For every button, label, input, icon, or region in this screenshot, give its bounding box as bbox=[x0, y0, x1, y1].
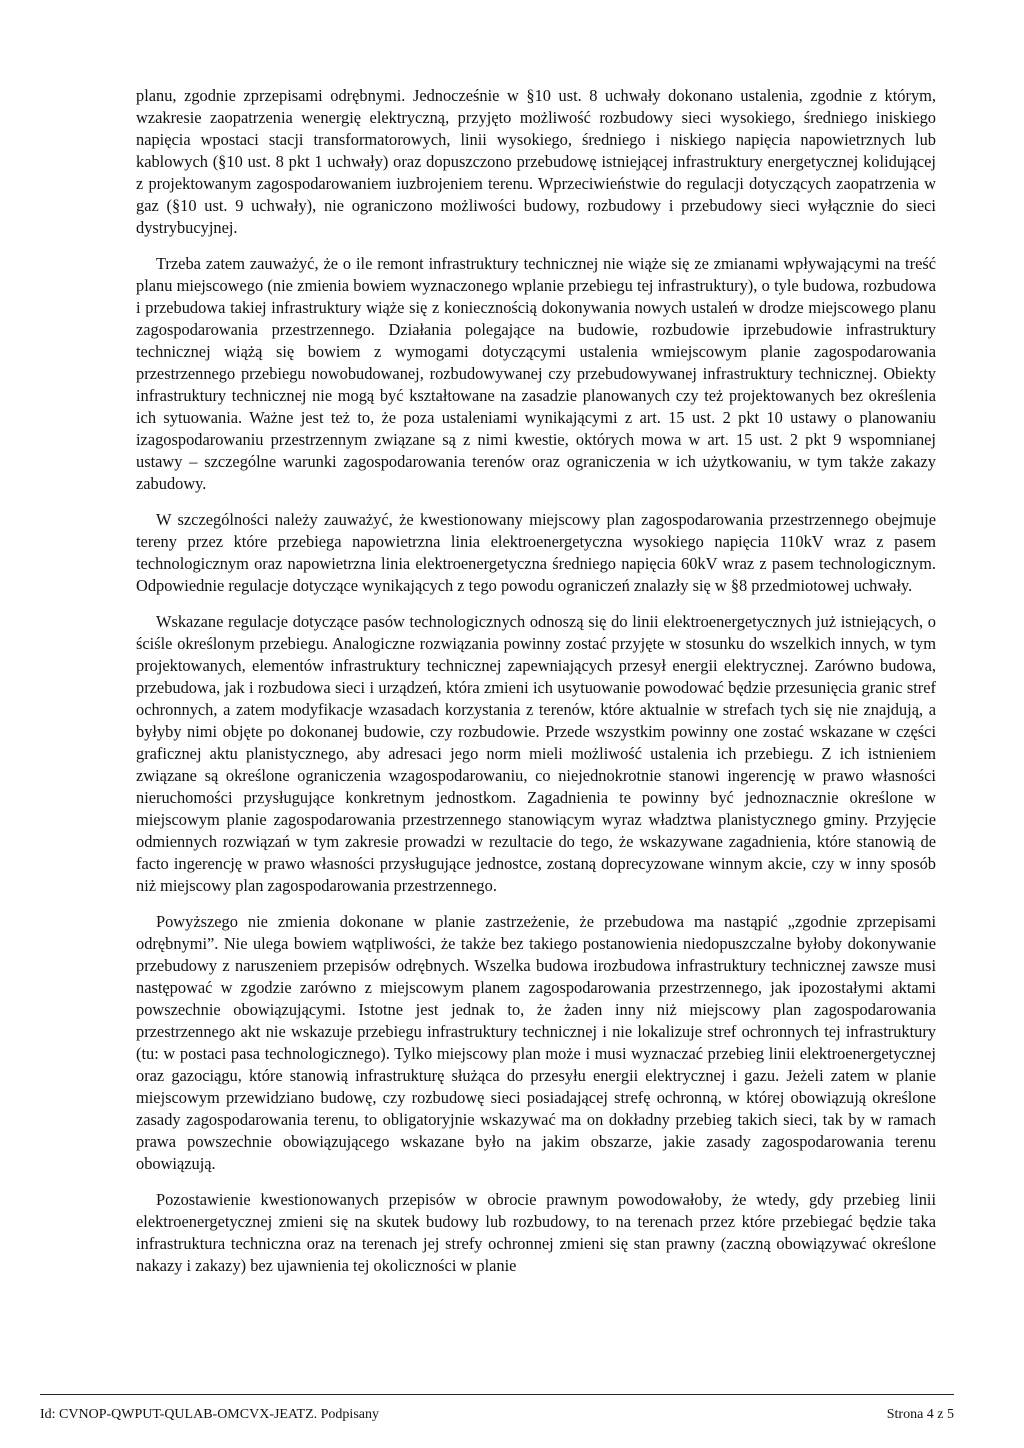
paragraph-4: Wskazane regulacje dotyczące pasów technologicznych odnoszą się do linii elektroenergetycznych już istniejących, o ściśle określonym przebiegu. Analogiczne rozwiązania powinny zostać przyjęte w stosunku do wszelkich innych, w tym projektowanych, elementów infrastruktury technicznej zapewniających przesył energii elektrycznej. Zarówno budowa, przebudowa, jak i rozbudowa sieci i urządzeń, która zmieni ich usytuowanie powodować będzie przesunięcia granic stref ochronnych, a zatem modyfikacje wzasadach korzystania z terenów, które aktualnie w strefach tych się nie znajdują, a byłyby nimi objęte po dokonanej budowie, czy rozbudowie. Przede wszystkim powinny one zostać wskazane w części graficznej aktu planistycznego, aby adresaci jego norm mieli możliwość ustalenia ich przebiegu. Z ich istnieniem związane są określone ograniczenia wzagospodarowaniu, co niejednokrotnie stanowi ingerencję w prawo własności nieruchomości przysługujące konkretnym jednostkom. Zagadnienia te powinny być jednoznacznie określone w miejscowym planie zagospodarowania przestrzennego stanowiącym wyraz władztwa planistycznego gminy. Przyjęcie odmiennych rozwiązań w tym zakresie prowadzi w rezultacie do tego, że wskazywane zagadnienia, które stanowią de facto ingerencję w prawo własności przysługujące jednostce, zostaną doprecyzowane winnym akcie, czy w inny sposób niż miejscowy plan zagospodarowania przestrzennego. bbox=[136, 612, 936, 895]
paragraph-6: Pozostawienie kwestionowanych przepisów w obrocie prawnym powodowałoby, że wtedy, gdy przebieg linii elektroenergetycznej zmieni się na skutek budowy lub rozbudowy, to na terenach przez które przebiegać będzie taka infrastruktura techniczna oraz na terenach jej strefy ochronnej zmieni się stan prawny (zaczną obowiązywać określone nakazy i zakazy) bez ujawnienia tej okoliczności w planie bbox=[136, 1190, 936, 1275]
page-footer bbox=[40, 1394, 954, 1422]
page-number: Strona 4 z 5 bbox=[886, 1407, 954, 1422]
paragraph-5: Powyższego nie zmienia dokonane w planie zastrzeżenie, że przebudowa ma nastąpić „zgodnie zprzepisami odrębnymi”. Nie ulega bowiem wątpliwości, że także bez takiego postanowienia niedopuszczalne byłoby dokonywanie przebudowy z naruszeniem przepisów odrębnych. Wszelka budowa irozbudowa infrastruktury technicznej zawsze musi następować w zgodzie zarówno z miejscowym planem zagospodarowania przestrzennego, jak ipozostałymi aktami powszechnie obowiązującymi. Istotne jest jednak to, że żaden inny niż miejscowy plan zagospodarowania przestrzennego akt nie wskazuje przebiegu infrastruktury technicznej i nie lokalizuje stref ochronnych tej infrastruktury (tu: w postaci pasa technologicznego). Tylko miejscowy plan może i musi wyznaczać przebieg linii elektroenergetycznej oraz gazociągu, które stanowią infrastrukturę służąca do przesyłu energii elektrycznej i gazu. Jeżeli zatem w planie miejscowym przewidziano budowę, czy rozbudowę sieci posiadającej strefę ochronną, w której obowiązują określone zasady zagospodarowania terenu, to obligatoryjnie wskazywać ma on dokładny przebieg takich sieci, tak by w ramach prawa powszechnie obowiązującego wskazane było na jakim obszarze, jakie zasady zagospodarowania terenu obowiązują. bbox=[136, 912, 936, 1173]
paragraph-2: Trzeba zatem zauważyć, że o ile remont infrastruktury technicznej nie wiąże się ze zmianami wpływającymi na treść planu miejscowego (nie zmienia bowiem wyznaczonego wplanie przebiegu tej infrastruktury), o tyle budowa, rozbudowa i przebudowa takiej infrastruktury wiąże się z koniecznością dokonywania nowych ustaleń w drodze miejscowego planu zagospodarowania przestrzennego. Działania polegające na budowie, rozbudowie iprzebudowie infrastruktury technicznej wiążą się bowiem z wymogami dotyczącymi ustalenia wmiejscowym planie zagospodarowania przestrzennego przebiegu nowobudowanej, rozbudowywanej czy przebudowywanej infrastruktury technicznej. Obiekty infrastruktury technicznej nie mogą być kształtowane na zasadzie planowanych czy też projektowanych bez określenia ich sytuowania. Ważne jest też to, że poza ustaleniami wynikającymi z art. 15 ust. 2 pkt 10 ustawy o planowaniu izagospodarowaniu przestrzennym związane są z nimi kwestie, októrych mowa w art. 15 ust. 2 pkt 9 wspomnianej ustawy – szczególne warunki zagospodarowania terenów oraz ograniczenia w ich użytkowaniu, w tym także zakazy zabudowy. bbox=[136, 254, 936, 493]
document-body bbox=[136, 85, 936, 1291]
document-id: Id: CVNOP-QWPUT-QULAB-OMCVX-JEATZ. Podpisany bbox=[40, 1407, 379, 1422]
paragraph-3: W szczególności należy zauważyć, że kwestionowany miejscowy plan zagospodarowania przestrzennego obejmuje tereny przez które przebiega napowietrzna linia elektroenergetyczna wysokiego napięcia 110kV wraz z pasem technologicznym oraz napowietrzna linia elektroenergetyczna średniego napięcia 60kV wraz z pasem technologicznym. Odpowiednie regulacje dotyczące wynikających z tego powodu ograniczeń znalazły się w §8 przedmiotowej uchwały. bbox=[136, 510, 936, 595]
paragraph-1: planu, zgodnie zprzepisami odrębnymi. Jednocześnie w §10 ust. 8 uchwały dokonano ustalenia, zgodnie z którym, wzakresie zaopatrzenia wenergię elektryczną, przyjęto możliwość rozbudowy sieci wysokiego, średniego iniskiego napięcia wpostaci stacji transformatorowych, linii wysokiego, średniego i niskiego napięcia napowietrznych lub kablowych (§10 ust. 8 pkt 1 uchwały) oraz dopuszczono przebudowę istniejącej infrastruktury energetycznej kolidującej z projektowanym zagospodarowaniem iuzbrojeniem terenu. Wprzeciwieństwie do regulacji dotyczących zaopatrzenia w gaz (§10 ust. 9 uchwały), nie ograniczono możliwości budowy, rozbudowy i przebudowy sieci wyłącznie do sieci dystrybucyjnej. bbox=[136, 86, 936, 237]
